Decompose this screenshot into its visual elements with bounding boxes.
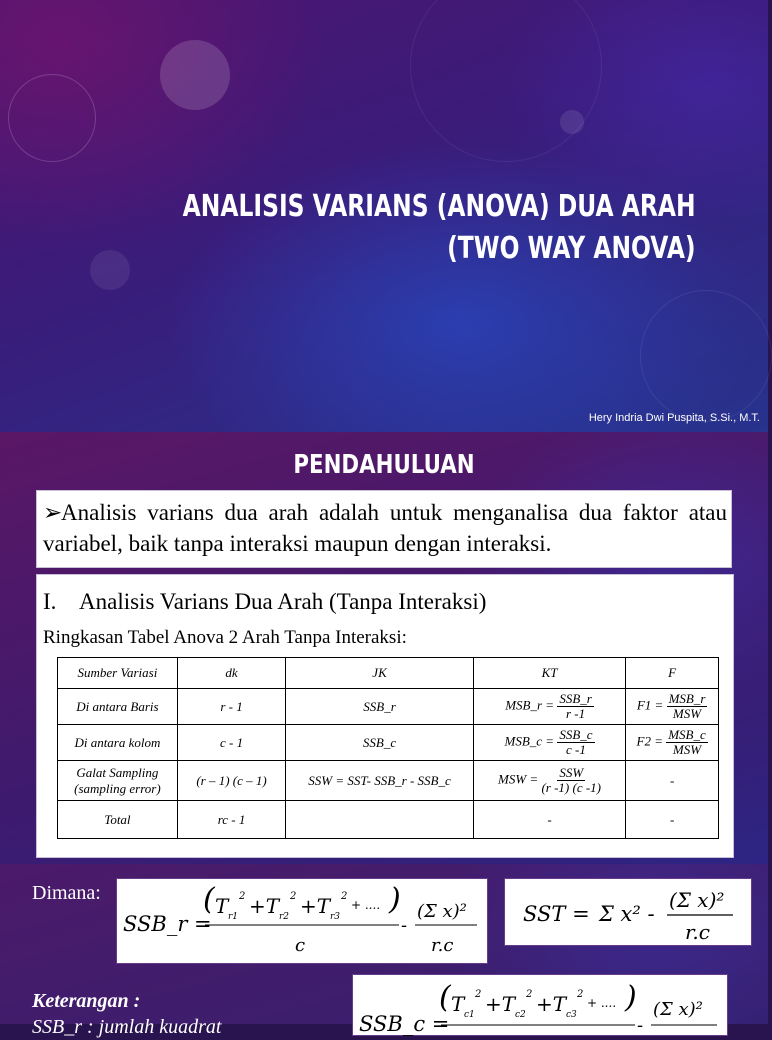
cell-kt (473, 761, 625, 801)
cell-f (626, 725, 719, 761)
kt-denominator: c -1 (565, 742, 586, 757)
open-paren: ( (439, 980, 451, 1015)
rhs-denominator: r.c (431, 935, 454, 956)
header-cell: dk (177, 658, 285, 689)
cell-source: Total (58, 801, 178, 839)
term: + .... (587, 996, 617, 1010)
cell-jk: SSB_r (286, 689, 474, 725)
cell-kt (473, 689, 625, 725)
cell-jk: SSW = SST- SSB_r - SSB_c (286, 761, 474, 801)
kt-fraction (557, 728, 594, 757)
sum-term: Σ x² - (599, 902, 655, 926)
section-box (36, 574, 734, 858)
f-denominator: MSW (672, 706, 702, 721)
table-caption: Ringkasan Tabel Anova 2 Arah Tanpa Interaksi: (43, 627, 407, 648)
close-paren: ) (625, 980, 637, 1015)
title-slide (0, 0, 768, 432)
rhs-numerator: (Σ x)² (417, 901, 467, 922)
superscript: 2 (341, 891, 348, 902)
subscript: r1 (228, 912, 239, 922)
numerator: (Σ x)² (669, 888, 725, 912)
open-paren: ( (203, 882, 215, 917)
author-name: Hery Indria Dwi Puspita, S.Si., M.T. (588, 412, 760, 424)
subscript: r2 (279, 912, 290, 922)
cell-jk: SSB_c (286, 725, 474, 761)
term: T (215, 894, 229, 918)
formula-lhs: SSB_c = (359, 1012, 450, 1036)
cell-dk: c - 1 (177, 725, 285, 761)
formula-ssb-r-box (116, 878, 488, 964)
f-fraction (666, 728, 708, 757)
anova-table (57, 657, 719, 839)
source-line-1: Galat Sampling (76, 764, 159, 780)
keterangan-label: Keterangan : (32, 990, 141, 1012)
arrow-bullet-icon: ➢ (43, 500, 63, 525)
kt-numerator: SSB_c (559, 727, 593, 742)
decorative-bokeh (90, 250, 130, 290)
table-row (58, 761, 719, 801)
header-cell: F (626, 658, 719, 689)
superscript: 2 (526, 989, 533, 1000)
decorative-ring (410, 0, 602, 162)
formula-slide (0, 864, 768, 1038)
term: T (451, 992, 465, 1016)
kt-denominator: r -1 (566, 706, 586, 721)
header-cell: JK (286, 658, 474, 689)
cell-source (58, 761, 178, 801)
title-line-1: ANALISIS VARIANS (ANOVA) DUA ARAH (183, 189, 696, 224)
decorative-ring (640, 290, 772, 422)
term: +T (485, 992, 516, 1016)
subscript: c1 (464, 1010, 475, 1020)
formula-lhs: SST = (523, 902, 590, 926)
rhs-numerator: (Σ x)² (653, 999, 703, 1020)
table-row (58, 725, 719, 761)
formula-lhs: SSB_r = (123, 912, 212, 936)
minus-sign: - (637, 1015, 644, 1036)
formula-sst-box (504, 878, 752, 946)
decorative-bokeh (560, 110, 584, 134)
dimana-label: Dimana: (32, 882, 101, 904)
cell-f: - (626, 761, 719, 801)
kt-lhs: MSB_r = (505, 697, 555, 713)
intro-paragraph (43, 497, 727, 559)
slide-heading: PENDAHULUAN (293, 450, 475, 480)
formula-ssb-r (117, 879, 487, 963)
decorative-bokeh (160, 40, 230, 110)
superscript: 2 (475, 989, 482, 1000)
minus-sign: - (401, 915, 408, 936)
f-fraction (667, 692, 708, 721)
term: +T (536, 992, 567, 1016)
subscript: r3 (330, 912, 341, 922)
intro-text: Analisis varians dua arah adalah untuk menganalisa dua faktor atau variabel, baik tanpa interaksi maupun dengan interaksi. (43, 500, 727, 556)
term: + .... (351, 898, 381, 912)
term: +T (300, 894, 331, 918)
kt-fraction (541, 766, 601, 795)
table-row (58, 801, 719, 839)
kt-lhs: MSB_c = (504, 733, 555, 749)
keterangan-text: SSB_r : jumlah kuadrat (32, 1016, 222, 1038)
subscript: c2 (515, 1010, 526, 1020)
intro-slide (0, 432, 768, 864)
table-row (58, 689, 719, 725)
f-numerator: MSB_r (668, 691, 706, 706)
header-cell: KT (473, 658, 625, 689)
slide-title (183, 186, 696, 270)
superscript: 2 (290, 891, 297, 902)
title-line-2: (TWO WAY ANOVA) (447, 231, 696, 266)
f-lhs: F1 = (636, 697, 664, 713)
superscript: 2 (239, 891, 246, 902)
kt-fraction (557, 692, 594, 721)
term: +T (249, 894, 280, 918)
close-paren: ) (389, 882, 401, 917)
cell-source: Di antara kolom (58, 725, 178, 761)
cell-dk: (r – 1) (c – 1) (177, 761, 285, 801)
kt-denominator: (r -1) (c -1) (541, 780, 602, 795)
header-cell: Sumber Variasi (58, 658, 178, 689)
section-title-text: Analisis Varians Dua Arah (Tanpa Interaksi) (79, 589, 487, 614)
cell-f: - (626, 801, 719, 839)
f-denominator: MSW (672, 742, 702, 757)
formula-ssb-c-box (352, 974, 728, 1036)
table-header-row (58, 658, 719, 689)
cell-jk (286, 801, 474, 839)
f-numerator: MSB_c (668, 727, 706, 742)
kt-numerator: SSB_r (559, 691, 592, 706)
cell-dk: rc - 1 (177, 801, 285, 839)
section-number: I. (43, 589, 57, 614)
f-lhs: F2 = (636, 733, 663, 749)
kt-numerator: SSW (559, 765, 584, 780)
superscript: 2 (577, 989, 584, 1000)
cell-source: Di antara Baris (58, 689, 178, 725)
intro-box (36, 490, 732, 568)
denominator: r.c (685, 920, 710, 944)
section-title (43, 589, 486, 615)
cell-f (626, 689, 719, 725)
cell-kt (473, 725, 625, 761)
source-line-2: (sampling error) (74, 780, 161, 796)
cell-dk: r - 1 (177, 689, 285, 725)
formula-sst (505, 879, 751, 945)
denominator: c (295, 935, 306, 956)
kt-lhs: MSW = (498, 771, 539, 787)
subscript: c3 (566, 1010, 577, 1020)
decorative-ring (8, 74, 96, 162)
cell-kt: - (473, 801, 625, 839)
formula-ssb-c (353, 975, 727, 1035)
